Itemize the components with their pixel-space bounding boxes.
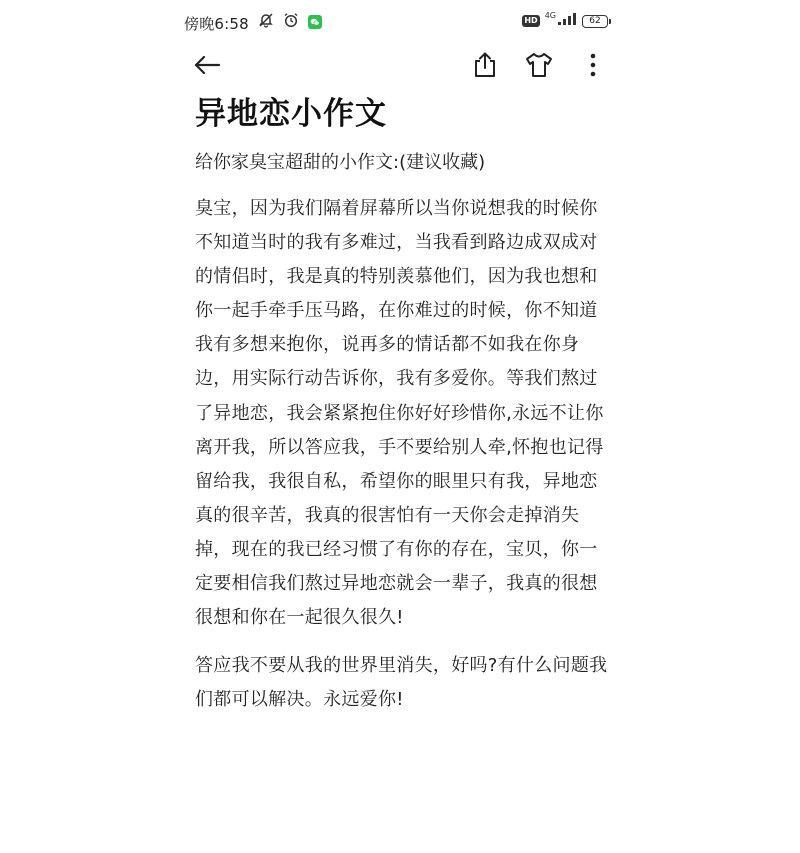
toolbar [170, 44, 620, 84]
status-bar [170, 8, 620, 38]
status-notification-icons [258, 12, 322, 32]
article-content [195, 90, 615, 717]
article-title: 异地恋小作文 [195, 96, 387, 132]
wechat-icon [308, 15, 322, 29]
theme-button[interactable] [522, 48, 556, 82]
mute-bell-icon [258, 12, 274, 32]
battery-indicator [582, 15, 608, 28]
signal-icon [557, 12, 577, 30]
status-system-icons [522, 12, 608, 30]
more-button[interactable] [576, 48, 610, 82]
more-vertical-icon [589, 52, 597, 78]
phone-screen [170, 0, 620, 853]
network-type: 4G [544, 10, 556, 20]
tshirt-icon [524, 51, 554, 79]
toolbar-actions [468, 48, 610, 82]
arrow-left-icon [192, 50, 222, 80]
article-paragraph: 答应我不要从我的世界里消失，好吗?有什么问题我们都可以解决。永远爱你! [195, 655, 608, 711]
hd-badge: HD [524, 16, 538, 25]
article-subtitle: 给你家臭宝超甜的小作文:(建议收藏) [195, 152, 486, 173]
battery-level: 62 [589, 16, 601, 26]
back-button[interactable] [192, 50, 222, 80]
share-button[interactable] [468, 48, 502, 82]
alarm-clock-icon [283, 12, 299, 32]
share-icon [472, 51, 498, 79]
article-paragraph: 臭宝，因为我们隔着屏幕所以当你说想我的时候你不知道当时的我有多难过，当我看到路边成双成对的情侣时，我是真的特别羡慕他们，因为我也想和你一起手牵手压马路，在你难过的时候，你不知道我有多想来抱你，说再多的情话都不如我在你身边，用实际行动告诉你，我有多爱你。等我们熬过了异地恋，我会紧紧抱住你好好珍惜你,永远不让你离开我，所以答应我，手不要给别人牵,怀抱也记得留给我，我很自私，希望你的眼里只有我，异地恋真的很辛苦，我真的很害怕有一天你会走掉消失掉，现在的我已经习惯了有你的存在，宝贝，你一定要相信我们熬过异地恋就会一辈子，我真的很想很想和你在一起很久很久! [195, 198, 604, 629]
status-time: 傍晚6:58 [184, 15, 249, 33]
